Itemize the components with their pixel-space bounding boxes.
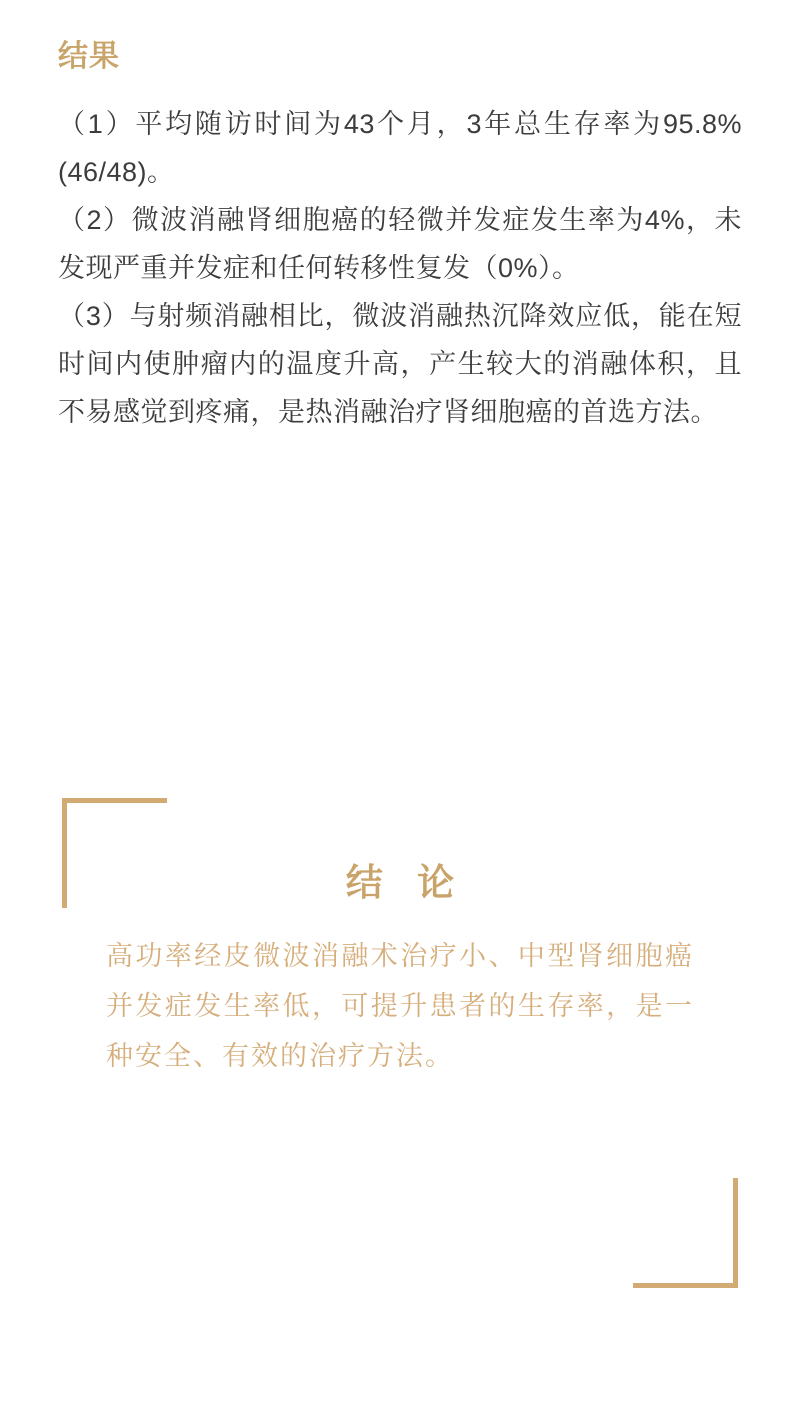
result-paragraph: （2）微波消融肾细胞癌的轻微并发症发生率为4%，未发现严重并发症和任何转移性复发（0%）。 (58, 205, 742, 284)
frame-corner-bottom-right (633, 1178, 738, 1288)
conclusion-title: 结 论 (345, 862, 467, 903)
result-paragraph: （1）平均随访时间为43个月，3年总生存率为95.8%(46/48)。 (58, 109, 742, 188)
conclusion-text: 高功率经皮微波消融术治疗小、中型肾细胞癌并发症发生率低，可提升患者的生存率，是一种安全、有效的治疗方法。 (106, 941, 694, 1071)
result-paragraph: （3）与射频消融相比，微波消融热沉降效应低，能在短时间内使肿瘤内的温度升高，产生较大的消融体积，且不易感觉到疼痛，是热消融治疗肾细胞癌的首选方法。 (58, 301, 742, 428)
results-section-heading: 结果 (58, 40, 120, 73)
results-body (58, 100, 742, 436)
conclusion-block (58, 790, 742, 1300)
